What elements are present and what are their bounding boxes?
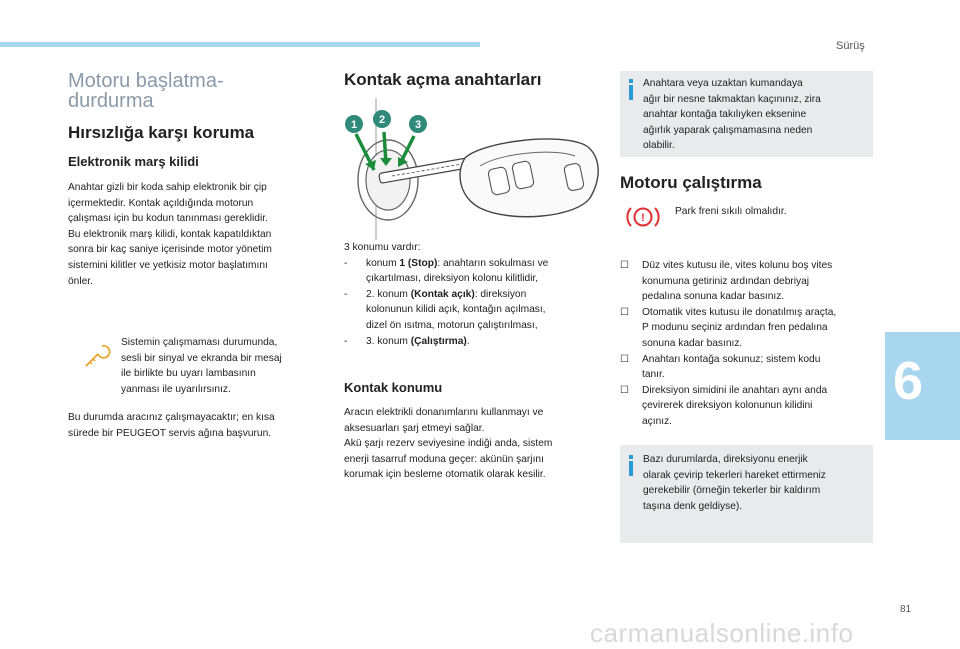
warning-note [121, 335, 321, 397]
section-title-theft: Hırsızlığa karşı koruma [68, 123, 255, 142]
text-line: gerekebilir (örneğin tekerler bir kaldırım [643, 485, 821, 497]
text-line: kolonunun kilidi açık, kontağın açılması, [366, 304, 546, 316]
positions-block [344, 240, 606, 349]
closing-paragraph [68, 410, 328, 441]
text-line: Düz vites kutusu ile, vites kolunu boş vites [642, 260, 833, 271]
ignition-position-paragraph [344, 405, 606, 483]
svg-text:!: ! [641, 212, 645, 224]
text-segment: : direksiyon [474, 288, 527, 300]
text-line: Direksiyon simidini ile anahtarı aynı anda [642, 384, 828, 396]
text-segment: 2. konum [366, 288, 411, 300]
info-box-steering [620, 445, 873, 543]
info-icon [629, 85, 633, 100]
checkbox-marker-icon: ☐ [620, 260, 630, 271]
position-item-1 [344, 256, 606, 287]
text-line: konumuna getiriniz ardından debriyaj [642, 275, 810, 287]
text-line: olarak çevirip tekerleri hareket ettirmeniz [643, 469, 826, 481]
checkbox-marker-icon: ☐ [620, 384, 630, 396]
position-item-3 [344, 334, 606, 350]
step-item-2 [620, 305, 878, 352]
position-1-label: 1 [350, 119, 358, 131]
text-line: Bu durumda aracınız çalışmayacaktır; en kısa [68, 412, 275, 423]
key-illustration [340, 98, 610, 240]
text-line: ağır bir nesne takmaktan kaçınınız, zira [643, 93, 821, 105]
text-line: açınız. [642, 415, 673, 427]
start-steps-list [620, 258, 878, 430]
immobiliser-paragraph [68, 180, 318, 289]
subsection-title-immobiliser: Elektronik marş kilidi [68, 154, 199, 169]
positions-intro: 3 konumu vardır: [344, 242, 421, 253]
text-line: ile birlikte bu uyarı lambasının [121, 368, 256, 380]
text-bold: (Çalıştırma) [410, 335, 467, 347]
key-warning-icon [82, 340, 112, 370]
text-line: önler. [68, 275, 93, 287]
main-title [68, 71, 318, 111]
info-text [643, 452, 868, 514]
section-title-ignition-keys: Kontak açma anahtarları [344, 70, 542, 89]
text-line: çıkartılması, direksiyon kolonu kilitlidir, [366, 273, 539, 285]
info-box-key-weight [620, 71, 873, 157]
step-item-1 [620, 258, 878, 305]
text-line: Bazı durumlarda, direksiyonu enerjik [643, 454, 808, 465]
position-2-label: 2 [378, 114, 386, 126]
text-line: Anahtar gizli bir koda sahip elektronik bir çip [68, 182, 267, 193]
text-segment: konum [366, 257, 400, 269]
text-line: içermektedir. Kontak açıldığında motorun [68, 197, 254, 209]
position-3-label: 3 [414, 119, 422, 131]
text-line: çevirerek direksiyon kolonunun kilidini [642, 400, 813, 412]
text-line: olabilir. [643, 140, 675, 152]
info-icon [629, 461, 633, 476]
text-line: sesli bir sinyal ve ekranda bir mesaj [121, 352, 282, 364]
text-line: P modunu seçiniz ardından fren pedalına [642, 322, 828, 334]
text-segment: . [466, 335, 470, 347]
text-segment: 3. konum [366, 335, 411, 347]
text-segment: : anahtarın sokulması ve [437, 257, 549, 269]
watermark: carmanualsonline.info [590, 618, 854, 648]
page-number: 81 [900, 604, 912, 615]
list-marker: - [344, 288, 348, 300]
checkbox-marker-icon: ☐ [620, 306, 630, 318]
text-line: Anahtara veya uzaktan kumandaya [643, 78, 803, 89]
text-line: Anahtarı kontağa sokunuz; sistem kodu [642, 353, 821, 365]
text-line: aksesuarları şarj etmeyi sağlar. [344, 422, 485, 434]
step-item-4 [620, 383, 878, 430]
checkbox-marker-icon: ☐ [620, 353, 630, 365]
text-line: yanması ile uyarılırsınız. [121, 383, 231, 395]
text-line: çalışması için bu kodun tanınması gereklidir. [68, 213, 268, 225]
parking-brake-icon [626, 204, 660, 230]
text-line: pedalına sonuna kadar basınız. [642, 291, 785, 303]
chapter-number: 6 [893, 351, 924, 411]
section-title-start-engine: Motoru çalıştırma [620, 173, 762, 192]
text-line: Sistemin çalışmaması durumunda, [121, 337, 278, 348]
chapter-tab [885, 332, 960, 440]
text-line: anahtar kontağa takılıyken eksenine [643, 109, 807, 121]
text-line: Bu elektronik marş kilidi, kontak kapatıldıktan [68, 228, 272, 240]
text-line: sonuna kadar basınız. [642, 337, 743, 349]
text-line: enerji tasarruf moduna geçer: akünün şarjını [344, 453, 544, 465]
text-line: Otomatik vites kutusu ile donatılmış araçta, [642, 306, 837, 318]
main-title-line1: Motoru başlatma- [68, 70, 224, 92]
text-line: dizel ön ısıtma, motorun çalıştırılması, [366, 319, 538, 331]
list-marker: - [344, 257, 348, 269]
text-bold: (Kontak açık) [410, 288, 475, 300]
subsection-title-ignition-position: Kontak konumu [344, 380, 443, 395]
text-line: korumak için besleme otomatik olarak kesilir. [344, 469, 546, 481]
position-item-2 [344, 287, 606, 334]
text-line: sonra bir kaç saniye içerisinde motor yönetim [68, 244, 272, 256]
main-title-line2: durdurma [68, 90, 154, 112]
text-line: sistemini kilitler ve yetkisiz motor başlatımını [68, 259, 268, 271]
header-accent-bar [0, 42, 480, 47]
text-line: tanır. [642, 369, 665, 381]
park-brake-note: Park freni sıkılı olmalıdır. [675, 206, 787, 217]
text-line: taşına denk geldiyse). [643, 500, 743, 512]
text-line: Akü şarjı rezerv seviyesine indiği anda, sistem [344, 438, 553, 450]
text-line: ağırlık yaparak çalışmamasına neden [643, 124, 813, 136]
text-line: sürede bir PEUGEOT servis ağına başvurun. [68, 427, 272, 439]
text-line: Aracın elektrikli donanımlarını kullanmayı ve [344, 407, 544, 418]
info-text [643, 76, 868, 154]
text-bold: 1 (Stop) [399, 257, 438, 269]
chapter-title: Sürüş [836, 40, 865, 52]
list-marker: - [344, 335, 348, 347]
step-item-3 [620, 352, 878, 383]
